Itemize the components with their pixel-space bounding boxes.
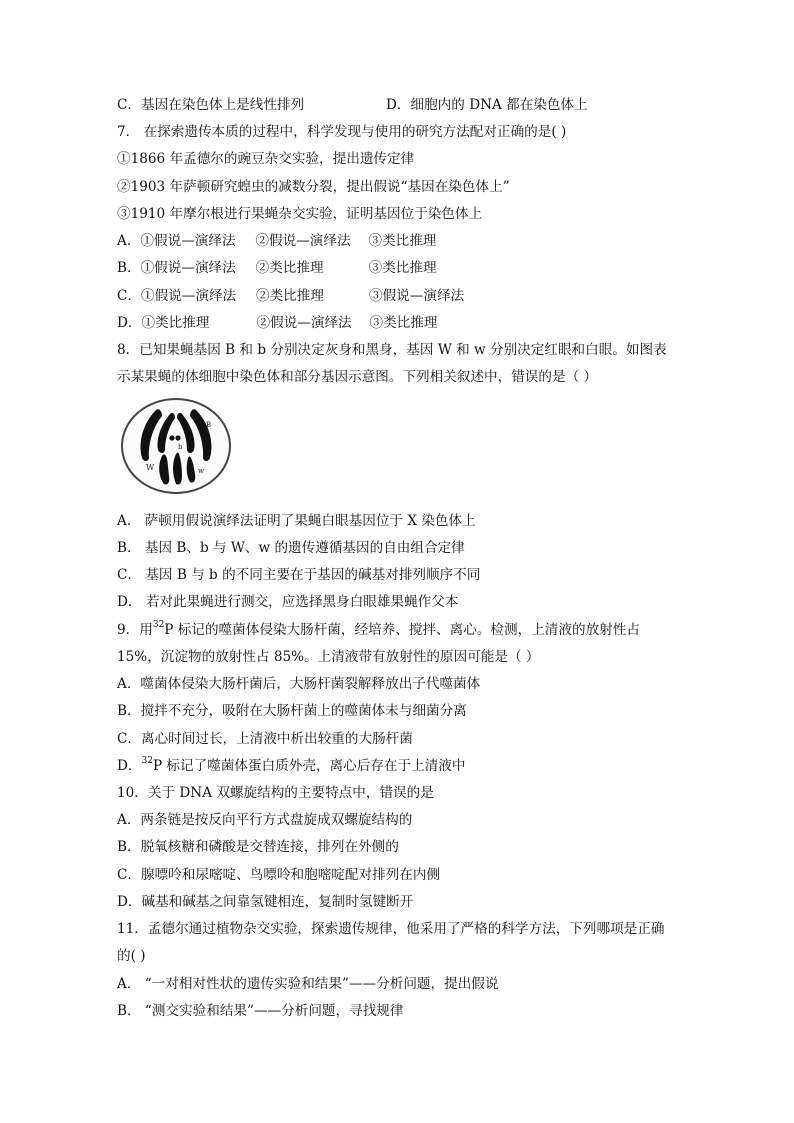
chromosome-figure [120,396,232,496]
option-part-3: ③类比推理 [369,315,438,331]
gene-label-B: B [206,421,212,429]
option-letter: D． [117,758,142,774]
option-part-3: ③假说—演绎法 [369,288,465,304]
q6-option-d: D．细胞内的 DNA 都在染色体上 [386,97,588,113]
q11-option-b: B． “测交实验和结果”——分析问题，寻找规律 [117,1003,404,1019]
q8-option-d: D． 若对此果蝇进行测交，应选择黑身白眼雄果蝇作父本 [117,594,459,610]
option-part-1: ①类比推理 [141,315,210,331]
option-letter: B． [117,260,141,276]
option-text: P 标记了噬菌体蛋白质外壳，离心后存在于上清液中 [152,758,466,774]
q7-item-3: ③1910 年摩尔根进行果蝇杂交实验，证明基因位于染色体上 [117,206,483,222]
q10-option-c: C．腺嘌呤和尿嘧啶、鸟嘌呤和胞嘧啶配对排列在内侧 [117,867,441,883]
q10-option-d: D．碱基和碱基之间靠氢键相连，复制时氢键断开 [117,894,414,910]
option-part-2: ②类比推理 [256,288,324,304]
option-part-1: ①假说—演绎法 [140,260,236,276]
dot-chromosome [175,435,180,440]
q6-option-c: C．基因在染色体上是线性排列 [117,97,305,113]
q7-item-2: ②1903 年萨顿研究蝗虫的减数分裂，提出假说“基因在染色体上” [117,179,510,195]
option-part-2: ②假说—演绎法 [256,315,352,331]
q10-stem: 10．关于 DNA 双螺旋结构的主要特点中，错误的是 [117,785,434,801]
q7-option-c [117,287,464,305]
chromosome-diagram [120,396,232,496]
q8-option-b: B． 基因 B、b 与 W、w 的遗传遵循基因的自由组合定律 [117,540,465,556]
option-part-2: ②类比推理 [255,260,324,276]
q10-option-b: B．脱氧核糖和磷酸是交替连接，排列在外侧的 [117,839,399,855]
q8-option-a: A． 萨顿用假说演绎法证明了果蝇白眼基因位于 X 染色体上 [117,513,476,529]
q8-option-c: C． 基因 B 与 b 的不同主要在于基因的碱基对排列顺序不同 [117,567,481,583]
q9-stem-line-2: 15%，沉淀物的放射性占 85%。上清液带有放射性的原因可能是（ ） [117,649,540,665]
gene-label-w: w [198,467,204,475]
q10-option-a: A．两条链是按反向平行方式盘旋成双螺旋结构的 [117,812,413,828]
q9-stem-post: P 标记的噬菌体侵染大肠杆菌，经培养、搅拌、离心。检测，上清液的放射性占 [164,622,640,638]
q7-option-d [117,314,437,332]
q7-option-a [117,232,436,250]
gene-label-W: W [146,463,155,472]
q9-stem-pre: 9．用 [117,622,153,638]
isotope-superscript: 32 [141,756,153,766]
q9-option-b: B．搅拌不充分，吸附在大肠杆菌上的噬菌体未与细菌分离 [117,703,467,719]
option-part-3: ③类比推理 [368,233,437,249]
q11-stem-line-1: 11．孟德尔通过植物杂交实验，探索遗传规律，他采用了严格的科学方法，下列哪项是正确 [117,921,665,937]
option-letter: C． [117,288,141,304]
isotope-superscript: 32 [152,620,165,630]
q8-stem-line-1: 8．已知果蝇基因 B 和 b 分别决定灰身和黑身，基因 W 和 w 分别决定红眼和白眼。如图表 [117,342,667,358]
dot-chromosome [169,435,174,440]
option-letter: D． [117,315,142,331]
q11-option-a: A． “一对相对性状的遗传实验和结果”——分析问题，提出假说 [117,976,499,992]
q9-option-c: C．离心时间过长，上清液中析出较重的大肠杆菌 [117,731,413,747]
option-part-2: ②假说—演绎法 [255,233,351,249]
q7-stem: 7． 在探索遗传本质的过程中，科学发现与使用的研究方法配对正确的是( ) [117,124,567,140]
q11-stem-line-2: 的( ) [117,948,146,964]
q9-option-a: A．噬菌体侵染大肠杆菌后，大肠杆菌裂解释放出子代噬菌体 [117,676,481,692]
option-part-1: ①假说—演绎法 [140,233,236,249]
q7-option-b [117,259,437,277]
q8-stem-line-2: 示某果蝇的体细胞中染色体和部分基因示意图。下列相关叙述中，错误的是（ ） [117,369,598,385]
q9-option-d [117,757,465,775]
option-part-3: ③类比推理 [368,260,437,276]
option-part-1: ①假说—演绎法 [141,288,237,304]
q9-stem-line-1 [117,621,640,639]
q7-item-1: ①1866 年孟德尔的豌豆杂交实验，提出遗传定律 [117,151,415,167]
gene-label-b: b [178,443,183,451]
option-letter: A． [117,233,141,249]
